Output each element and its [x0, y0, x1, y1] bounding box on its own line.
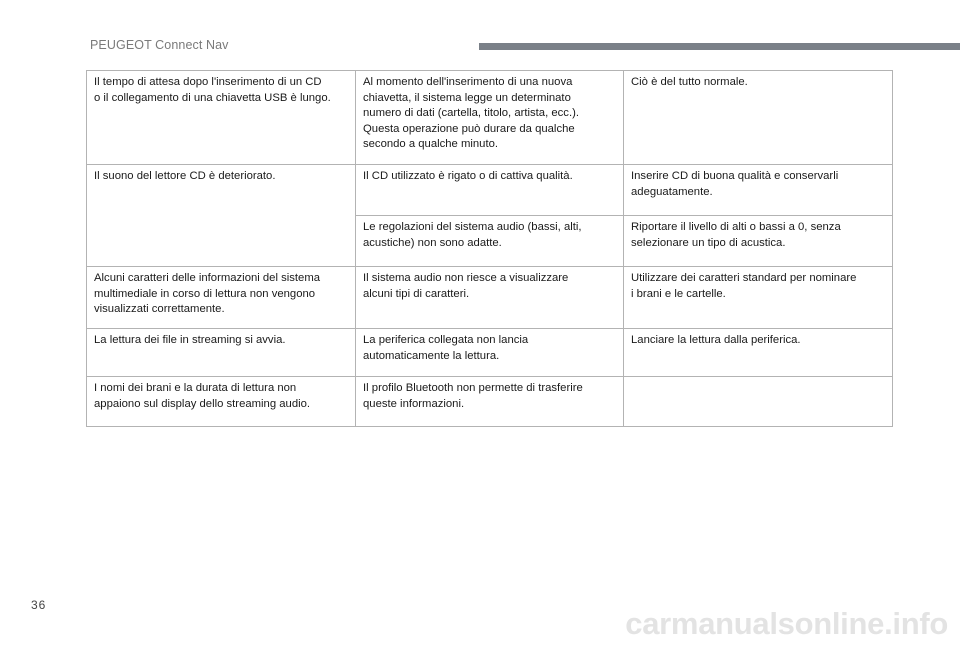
cause-cell: Le regolazioni del sistema audio (bassi, alti, acustiche) non sono adatte. — [356, 216, 624, 267]
problem-cell: Alcuni caratteri delle informazioni del sistema multimediale in corso di lettura non vengono visualizzati correttamente. — [87, 267, 356, 329]
table-row — [87, 267, 893, 329]
cause-cell: Il CD utilizzato è rigato o di cattiva qualità. — [356, 165, 624, 216]
solution-cell: Inserire CD di buona qualità e conservarli adeguatamente. — [624, 165, 893, 216]
document-header-title: PEUGEOT Connect Nav — [90, 38, 229, 52]
table-row — [87, 329, 893, 377]
table-row — [87, 165, 893, 216]
solution-cell: Utilizzare dei caratteri standard per nominare i brani e le cartelle. — [624, 267, 893, 329]
troubleshooting-table — [86, 70, 893, 427]
cause-cell: La periferica collegata non lancia automaticamente la lettura. — [356, 329, 624, 377]
cause-cell: Al momento dell'inserimento di una nuova chiavetta, il sistema legge un determinato numero di dati (cartella, titolo, artista, ecc.). Questa operazione può durare da qualche secondo a qualche minuto. — [356, 71, 624, 165]
problem-cell: La lettura dei file in streaming si avvia. — [87, 329, 356, 377]
solution-cell: Riportare il livello di alti o bassi a 0, senza selezionare un tipo di acustica. — [624, 216, 893, 267]
solution-cell — [624, 377, 893, 427]
solution-cell: Ciò è del tutto normale. — [624, 71, 893, 165]
page-number: 36 — [31, 598, 47, 612]
problem-cell: Il tempo di attesa dopo l'inserimento di un CD o il collegamento di una chiavetta USB è lungo. — [87, 71, 356, 165]
header-decorative-bar — [479, 43, 960, 50]
watermark: carmanualsonline.info — [625, 606, 948, 641]
solution-cell: Lanciare la lettura dalla periferica. — [624, 329, 893, 377]
problem-cell: I nomi dei brani e la durata di lettura non appaiono sul display dello streaming audio. — [87, 377, 356, 427]
problem-cell: Il suono del lettore CD è deteriorato. — [87, 165, 356, 267]
table-row — [87, 377, 893, 427]
cause-cell: Il profilo Bluetooth non permette di trasferire queste informazioni. — [356, 377, 624, 427]
cause-cell: Il sistema audio non riesce a visualizzare alcuni tipi di caratteri. — [356, 267, 624, 329]
table-row — [87, 71, 893, 165]
